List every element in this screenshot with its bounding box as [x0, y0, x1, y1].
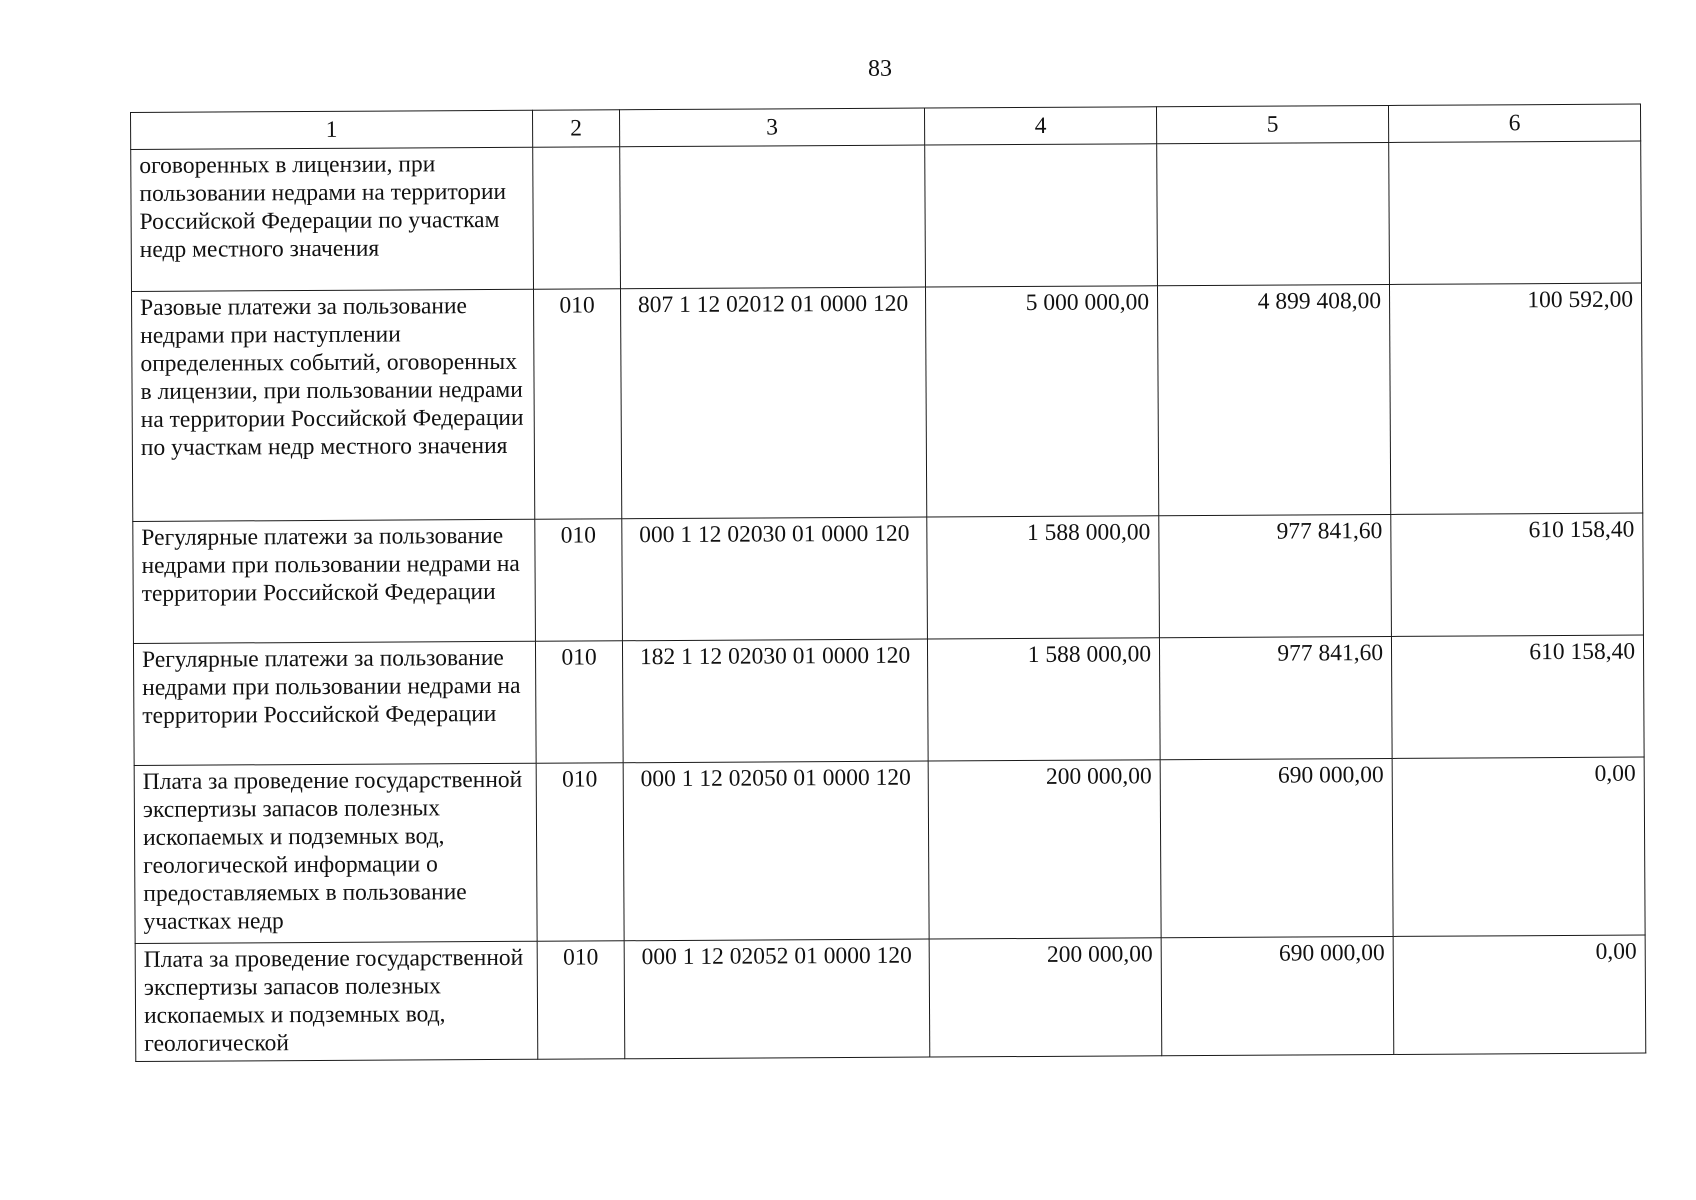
- row-unexecuted-cell: [1389, 141, 1642, 284]
- row-unexecuted-cell: 0,00: [1393, 935, 1646, 1054]
- row-executed-cell: 4 899 408,00: [1157, 284, 1390, 515]
- row-executed-cell: 977 841,60: [1159, 514, 1392, 637]
- row-classification-code-cell: 000 1 12 02030 01 0000 120: [622, 517, 928, 641]
- row-classification-code-cell: 000 1 12 02052 01 0000 120: [624, 939, 930, 1059]
- column-header: 4: [924, 107, 1156, 145]
- row-approved-cell: 200 000,00: [928, 760, 1161, 939]
- column-header: 1: [131, 110, 533, 149]
- row-approved-cell: 1 588 000,00: [927, 638, 1160, 761]
- page-number: 83: [868, 56, 892, 82]
- row-unexecuted-cell: 610 158,40: [1391, 513, 1644, 636]
- row-executed-cell: 690 000,00: [1160, 758, 1393, 937]
- row-line-code-cell: 010: [535, 641, 623, 763]
- row-name-cell: Регулярные платежи за пользование недрами при пользовании недрами на территории Российской Федерации: [133, 641, 536, 765]
- table-row: [132, 283, 1643, 521]
- row-executed-cell: [1157, 142, 1390, 285]
- row-name-cell: Разовые платежи за пользование недрами при наступлении определенных событий, оговоренных в лицензии, при пользовании недрами на территории Российской Федерации по участкам недр местного значения: [132, 289, 535, 521]
- row-approved-cell: 200 000,00: [929, 938, 1162, 1057]
- row-classification-code-cell: [620, 145, 926, 289]
- column-header: 3: [619, 108, 924, 147]
- row-line-code-cell: [533, 147, 621, 289]
- table-row: [134, 757, 1645, 943]
- row-name-cell: Плата за проведение государственной экспертизы запасов полезных ископаемых и подземных вод, геологической информации о предоставляемых в пользование участках недр: [134, 763, 537, 943]
- table-row: [133, 635, 1644, 765]
- row-executed-cell: 690 000,00: [1161, 936, 1394, 1055]
- row-name-cell: Плата за проведение государственной экспертизы запасов полезных ископаемых и подземных вод, геологической: [135, 941, 538, 1061]
- row-approved-cell: 5 000 000,00: [925, 286, 1158, 517]
- row-line-code-cell: 010: [533, 289, 621, 519]
- row-name-cell: Регулярные платежи за пользование недрами при пользовании недрами на территории Российской Федерации: [133, 519, 536, 643]
- budget-table: [130, 104, 1646, 1062]
- column-header: 5: [1156, 105, 1388, 143]
- table-row: [131, 141, 1642, 291]
- row-executed-cell: 977 841,60: [1159, 636, 1392, 759]
- row-classification-code-cell: 182 1 12 02030 01 0000 120: [622, 639, 928, 763]
- row-approved-cell: 1 588 000,00: [927, 516, 1160, 639]
- row-classification-code-cell: 000 1 12 02050 01 0000 120: [623, 761, 929, 941]
- row-unexecuted-cell: 0,00: [1392, 757, 1645, 936]
- column-header: 2: [532, 110, 619, 147]
- column-header: 6: [1388, 104, 1640, 142]
- row-line-code-cell: 010: [535, 519, 623, 641]
- row-unexecuted-cell: 100 592,00: [1389, 283, 1642, 514]
- row-classification-code-cell: 807 1 12 02012 01 0000 120: [620, 287, 926, 519]
- row-line-code-cell: 010: [536, 763, 624, 941]
- row-name-cell: оговоренных в лицензии, при пользовании недрами на территории Российской Федерации по участкам недр местного значения: [131, 147, 534, 291]
- budget-table-container: [130, 104, 1645, 1062]
- row-line-code-cell: 010: [537, 941, 625, 1059]
- row-unexecuted-cell: 610 158,40: [1391, 635, 1644, 758]
- table-row: [135, 935, 1646, 1061]
- row-approved-cell: [925, 144, 1158, 287]
- table-row: [133, 513, 1644, 643]
